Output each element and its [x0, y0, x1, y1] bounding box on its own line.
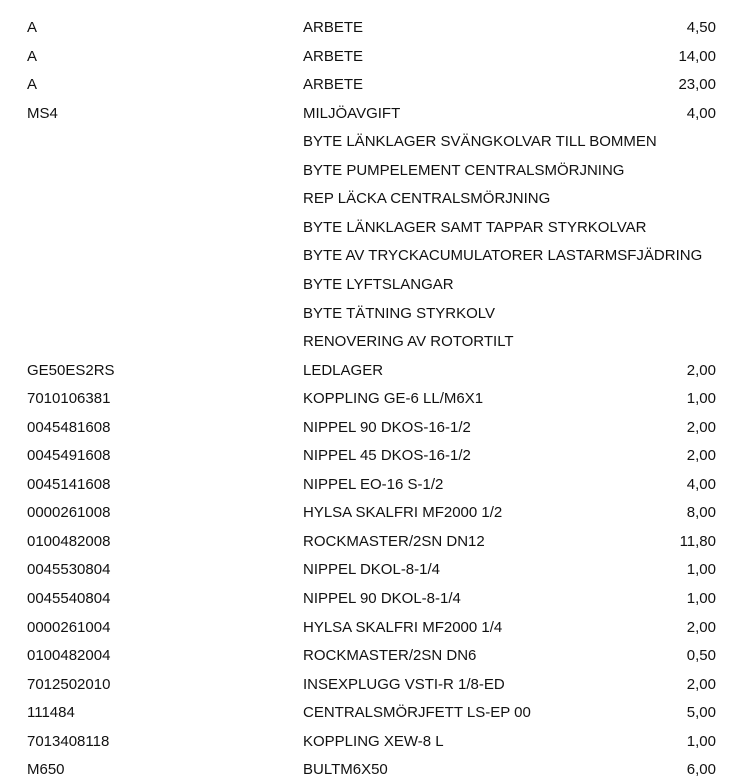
line-item-row: [0, 214, 756, 242]
item-quantity: 2,00: [686, 675, 716, 693]
line-item-row: [0, 328, 756, 356]
item-description: INSEXPLUGG VSTI-R 1/8-ED: [303, 675, 505, 693]
line-item-row: [0, 528, 756, 556]
item-quantity: 4,00: [686, 475, 716, 493]
line-item-row: [0, 671, 756, 699]
line-item-row: [0, 157, 756, 185]
item-code: 0000261004: [27, 618, 111, 636]
line-item-row: [0, 556, 756, 584]
item-code: A: [27, 47, 38, 65]
item-description: ROCKMASTER/2SN DN12: [303, 532, 485, 550]
item-code: 7013408118: [27, 732, 110, 750]
line-item-row: [0, 471, 756, 499]
item-code: 0045141608: [27, 475, 111, 493]
item-code: A: [27, 19, 38, 36]
item-description: BYTE TÄTNING STYRKOLV: [303, 304, 495, 322]
item-description: BYTE LÄNKLAGER SVÄNGKOLVAR TILL BOMMEN: [303, 133, 657, 151]
item-description: BYTE PUMPELEMENT CENTRALSMÖRJNING: [303, 161, 625, 179]
item-description: ARBETE: [303, 19, 364, 36]
item-description: ARBETE: [303, 76, 364, 94]
item-quantity: 2,00: [686, 361, 716, 379]
item-quantity: 4,00: [686, 104, 716, 122]
item-quantity: 4,50: [686, 19, 716, 36]
line-item-row: [0, 300, 756, 328]
item-quantity: 1,00: [686, 590, 716, 607]
item-description: ARBETE: [303, 47, 364, 65]
line-item-row: [0, 43, 756, 71]
item-description: NIPPEL DKOL-8-1/4: [303, 561, 440, 579]
item-code: 7012502010: [27, 675, 111, 693]
item-quantity: 11,80: [679, 532, 716, 550]
item-code: 0045481608: [27, 418, 111, 436]
item-description: BYTE LYFTSLANGAR: [303, 275, 454, 293]
item-code: A: [27, 76, 38, 94]
item-quantity: 2,00: [686, 618, 716, 636]
item-code: 0100482008: [27, 532, 111, 550]
item-quantity: 1,00: [686, 732, 716, 750]
line-item-row: [0, 357, 756, 385]
item-code: 7010106381: [27, 390, 111, 408]
line-item-row: [0, 756, 756, 784]
line-item-row: [0, 499, 756, 527]
line-item-row: [0, 728, 756, 756]
item-quantity: 8,00: [686, 504, 716, 522]
item-description: LEDLAGER: [303, 361, 384, 379]
item-code: M650: [27, 761, 65, 779]
item-quantity: 2,00: [686, 418, 716, 436]
item-quantity: 23,00: [678, 76, 716, 94]
item-quantity: 1,00: [686, 561, 716, 579]
line-item-row: [0, 442, 756, 470]
line-item-row: [0, 414, 756, 442]
line-item-row: [0, 699, 756, 727]
item-code: 0045540804: [27, 590, 111, 607]
item-quantity: 6,00: [686, 761, 716, 779]
line-item-row: [0, 14, 756, 42]
line-item-row: [0, 242, 756, 270]
item-description: NIPPEL 45 DKOS-16-1/2: [303, 447, 471, 465]
item-code: 0045530804: [27, 561, 111, 579]
line-item-row: [0, 128, 756, 156]
line-item-row: [0, 185, 756, 213]
line-item-row: [0, 642, 756, 670]
line-item-row: [0, 100, 756, 128]
line-item-row: [0, 71, 756, 99]
line-item-row: [0, 585, 756, 613]
item-description: BYTE LÄNKLAGER SAMT TAPPAR STYRKOLVAR: [303, 218, 647, 236]
item-description: MILJÖAVGIFT: [303, 104, 401, 122]
item-quantity: 14,00: [678, 47, 716, 65]
item-code: 0100482004: [27, 647, 111, 665]
item-code: MS4: [27, 104, 58, 122]
item-description: BYTE AV TRYCKACUMULATORER LASTARMSFJÄDRING: [303, 247, 703, 265]
line-item-row: [0, 385, 756, 413]
item-code: 0000261008: [27, 504, 111, 522]
item-code: 111484: [27, 704, 75, 722]
item-description: NIPPEL 90 DKOS-16-1/2: [303, 418, 471, 436]
item-quantity: 5,00: [686, 704, 716, 722]
item-quantity: 0,50: [686, 647, 716, 665]
item-description: NIPPEL 90 DKOL-8-1/4: [303, 590, 461, 607]
item-description: RENOVERING AV ROTORTILT: [303, 333, 514, 351]
item-description: KOPPLING XEW-8 L: [303, 732, 444, 750]
item-code: GE50ES2RS: [27, 361, 115, 379]
line-item-row: [0, 614, 756, 642]
item-description: CENTRALSMÖRJFETT LS-EP 00: [303, 704, 531, 722]
item-description: HYLSA SKALFRI MF2000 1/2: [303, 504, 503, 522]
item-description: HYLSA SKALFRI MF2000 1/4: [303, 618, 503, 636]
item-quantity: 2,00: [686, 447, 716, 465]
line-item-row: [0, 271, 756, 299]
item-description: REP LÄCKA CENTRALSMÖRJNING: [303, 190, 551, 208]
item-description: NIPPEL EO-16 S-1/2: [303, 475, 444, 493]
item-description: KOPPLING GE-6 LL/M6X1: [303, 390, 484, 408]
item-description: ROCKMASTER/2SN DN6: [303, 647, 477, 665]
item-description: BULTM6X50: [303, 761, 388, 779]
item-quantity: 1,00: [686, 390, 716, 408]
item-code: 0045491608: [27, 447, 111, 465]
